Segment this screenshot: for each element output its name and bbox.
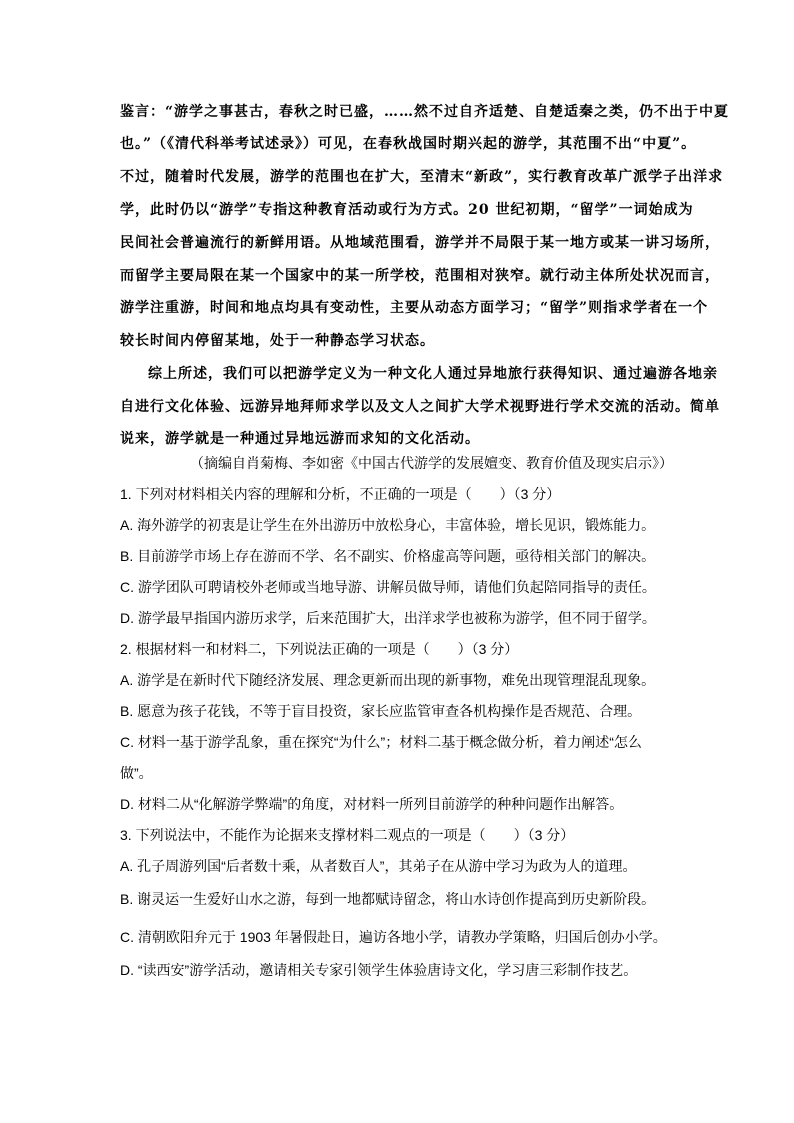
question-3-option-b: B. 谢灵运一生爱好山水之游，每到一地都赋诗留念，将山水诗创作提高到历史新阶段。 <box>120 891 656 907</box>
question-3-stem: 3. 下列说法中，不能作为论据来支撑材料二观点的一项是（ ）（3 分） <box>120 827 575 843</box>
question-3-option-d: D. “读西安”游学活动，邀请相关专家引领学生体验唐诗文化，学习唐三彩制作技艺。 <box>120 962 638 978</box>
question-2-stem: 2. 根据材料一和材料二，下列说法正确的一项是（ ）（3 分） <box>120 641 519 657</box>
question-1-option-d: D. 游学最早指国内游历求学，后来范围扩大，出洋求学也被称为游学，但不同于留学。 <box>120 610 656 626</box>
question-2-option-c-cont: 做”。 <box>120 765 153 781</box>
question-2-option-c: C. 材料一基于游学乱象，重在探究“为什么”；材料二基于概念做分析，着力阐述“怎么 <box>120 734 642 750</box>
passage-line: 较长时间内停留某地，处于一种静态学习状态。 <box>120 333 435 349</box>
question-2-option-d: D. 材料二从“化解游学弊端”的角度，对材料一所列目前游学的种种问题作出解答。 <box>120 796 624 812</box>
passage-line: 也。”（《清代科举考试述录》）可见，在春秋战国时期兴起的游学，其范围不出“中夏”。 <box>120 136 697 152</box>
passage-line: 学，此时仍以“游学”专指这种教育活动或行为方式。20 世纪初期，“留学”一词始成为 <box>120 202 694 218</box>
passage-line: 游学注重游，时间和地点均具有变动性，主要从动态方面学习；“留学”则指求学者在一个 <box>120 300 709 316</box>
passage-line: 民间社会普遍流行的新鲜用语。从地域范围看，游学并不局限于某一地方或某一讲习场所， <box>120 235 720 251</box>
question-3-option-a: A. 孔子周游列国“后者数十乘，从者数百人”，其弟子在从游中学习为政为人的道理。 <box>120 858 637 874</box>
question-1-option-b: B. 目前游学市场上存在游而不学、名不副实、价格虚高等问题，亟待相关部门的解决。 <box>120 548 656 564</box>
conclusion-line: 说来，游学就是一种通过异地远游而求知的文化活动。 <box>120 431 480 447</box>
passage-line: 不过，随着时代发展，游学的范围也在扩大，至清末“新政”，实行教育改革广派学子出洋求 <box>120 169 724 185</box>
passage-line: 鉴言：“游学之事甚古，春秋之时已盛，……然不过自齐适楚、自楚适秦之类，仍不出于中夏 <box>120 104 730 120</box>
question-1-stem: 1. 下列对材料相关内容的理解和分析，不正确的一项是（ ）（3 分） <box>120 486 561 502</box>
passage-line: 而留学主要局限在某一个国家中的某一所学校，范围相对狭窄。就行动主体所处状况而言， <box>120 268 720 284</box>
question-2-option-a: A. 游学是在新时代下随经济发展、理念更新而出现的新事物，难免出现管理混乱现象。 <box>120 672 656 688</box>
question-1-option-a: A. 海外游学的初衷是让学生在外出游历中放松身心，丰富体验，增长见识，锻炼能力。 <box>120 517 656 533</box>
source-citation: （摘编自肖菊梅、李如密《中国古代游学的发展嬗变、教育价值及现实启示》） <box>190 455 673 471</box>
question-2-option-b: B. 愿意为孩子花钱，不等于盲目投资，家长应监管审查各机构操作是否规范、合理。 <box>120 703 642 719</box>
question-3-option-c: C. 清朝欧阳弁元于 1903 年暑假赴日，遍访各地小学，请教办学策略，归国后创办小学。 <box>120 929 667 945</box>
question-1-option-c: C. 游学团队可聘请校外老师或当地导游、讲解员做导师，请他们负起陪同指导的责任。 <box>120 579 656 595</box>
conclusion-line: 自进行文化体验、远游异地拜师求学以及文人之间扩大学术视野进行学术交流的活动。简单 <box>120 399 720 415</box>
conclusion-line: 综上所述，我们可以把游学定义为一种文化人通过异地旅行获得知识、通过遍游各地亲 <box>148 366 718 382</box>
